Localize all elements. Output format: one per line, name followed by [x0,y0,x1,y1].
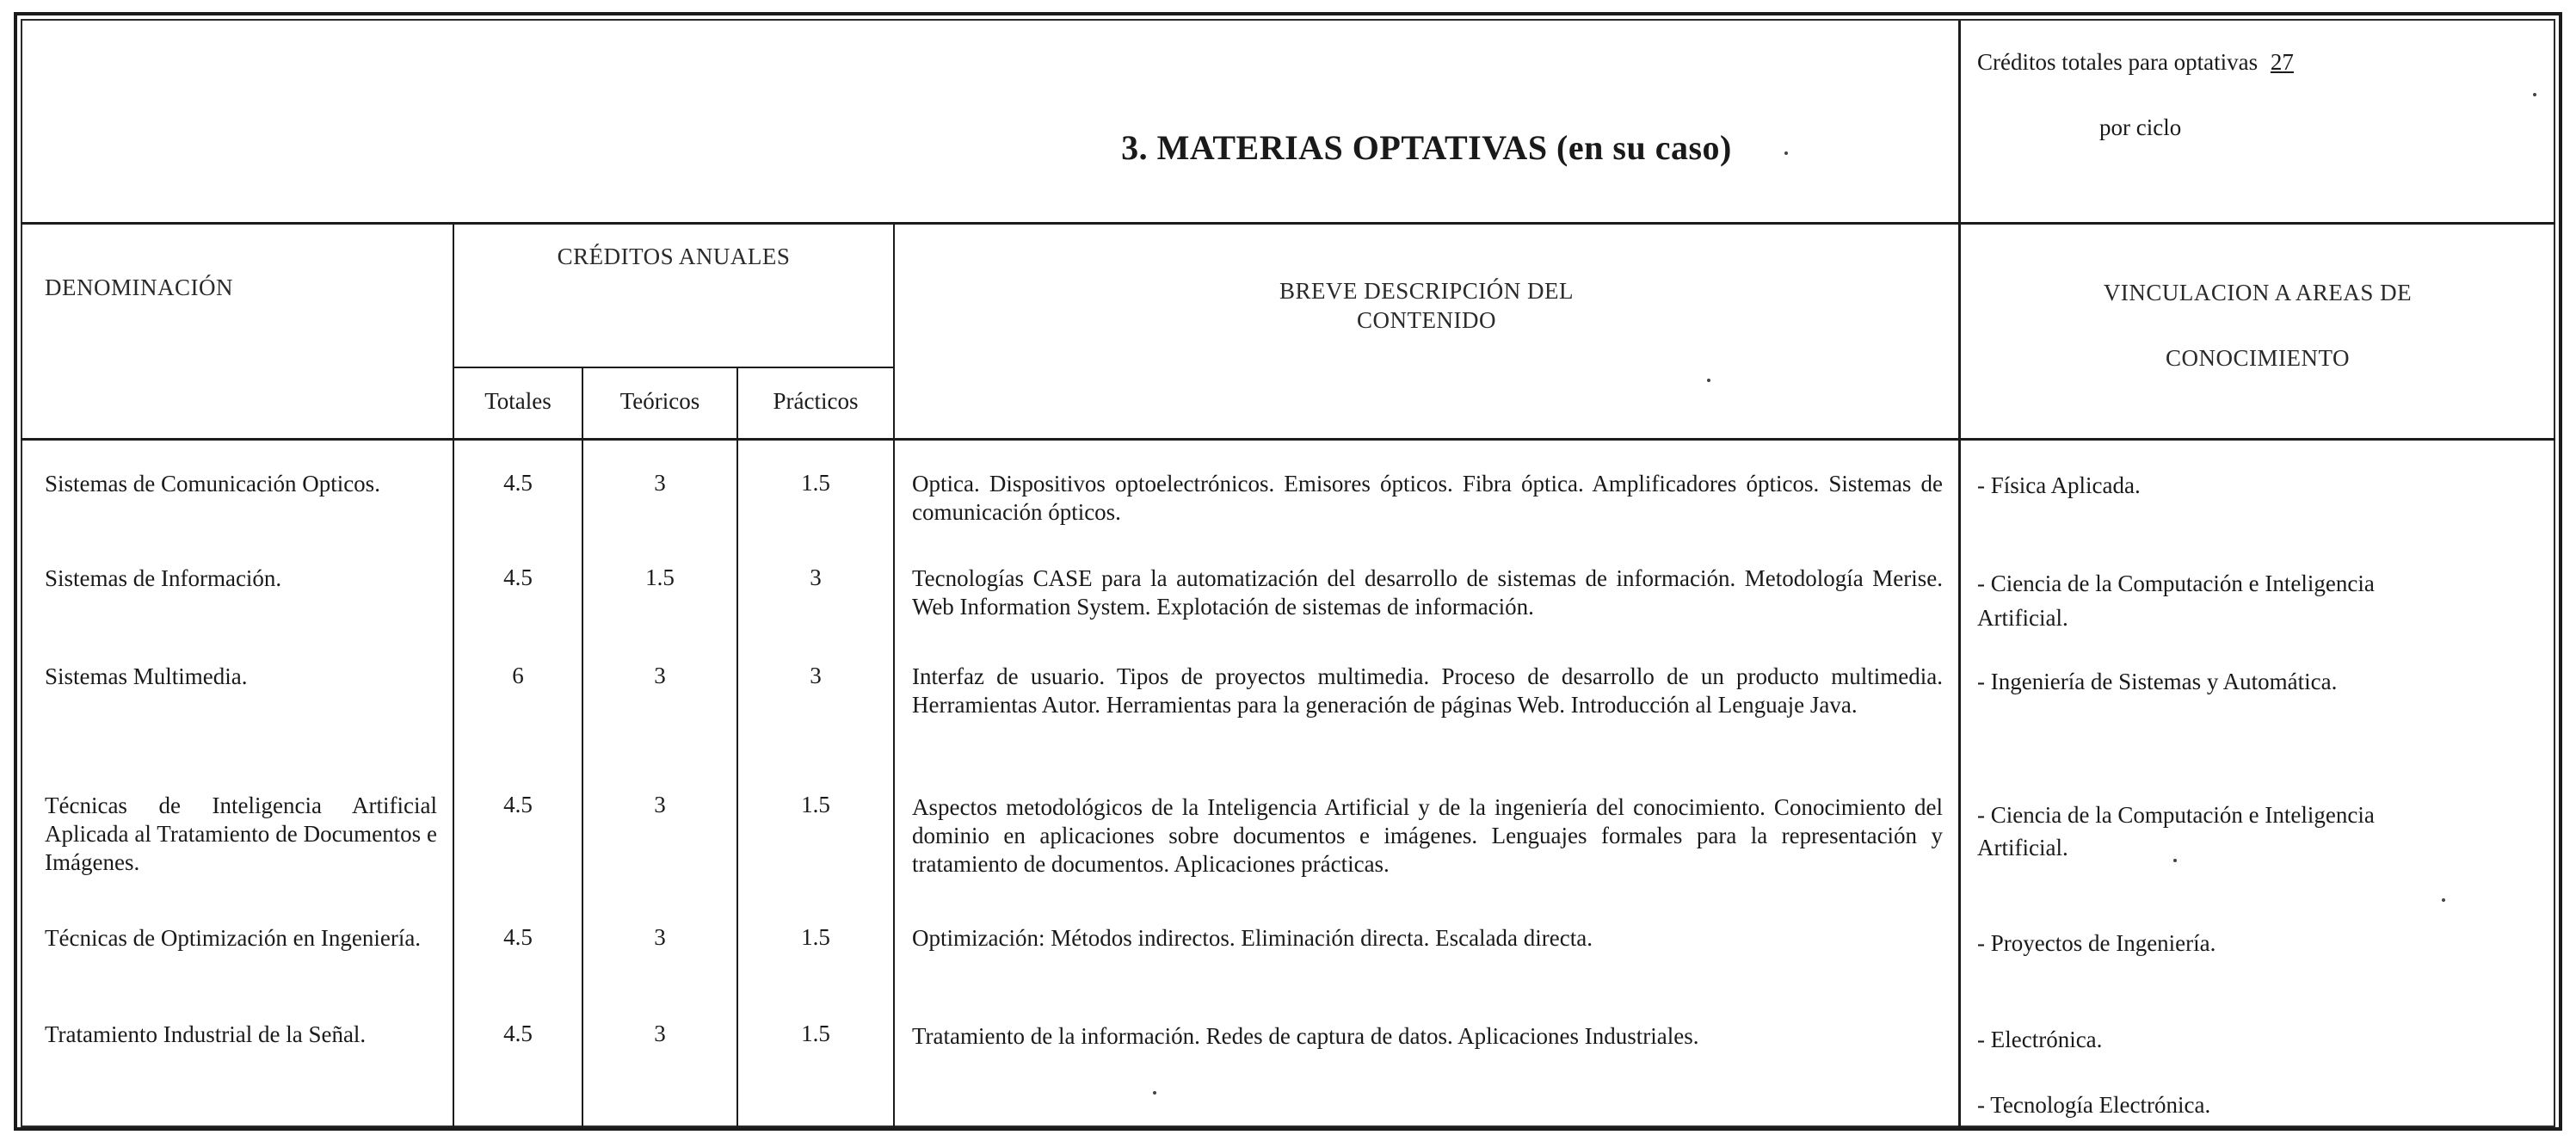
row-1-teoricos: 3 [654,470,666,496]
row-2-description: Tecnologías CASE para la automatización del desarrollo de sistemas de información. Metodología Merise. Web Information System. Explotación de sistemas de información. [912,565,1943,620]
per-cycle-label: por ciclo [2099,114,2182,140]
row-6-teoricos: 3 [654,1021,666,1046]
row-6-practicos: 1.5 [801,1021,830,1046]
row-4-description: Aspectos metodológicos de la Inteligencia Artificial y de la ingeniería del conocimiento. Conocimiento del dominio en aplicaciones sobre documentos e imágenes. Lenguajes formales para la representación y tratamiento de documentos. Aplicaciones prácticas. [912,794,1943,877]
col-header-vinculacion-line1: VINCULACION A AREAS DE [2103,280,2413,305]
credits-subheader-divider [453,367,893,368]
row-4-totales: 4.5 [503,792,533,817]
col-header-teoricos: Teóricos [619,388,700,414]
row-5-practicos: 1.5 [801,924,830,950]
scan-speck [1153,1091,1156,1095]
row-5-teoricos: 3 [654,924,666,950]
scan-speck [2173,859,2177,862]
row-2-totales: 4.5 [503,564,533,590]
scan-speck [2442,898,2445,902]
row-1-totales: 4.5 [503,470,533,496]
row-1-description: Optica. Dispositivos optoelectrónicos. Emisores ópticos. Fibra óptica. Amplificadores ópticos. Sistemas de comunicación ópticos. [912,471,1943,525]
row-2-name: Sistemas de Información. [45,565,282,591]
scan-speck [1707,379,1710,382]
col-divider-description [1958,21,1961,1127]
credits-value: 27 [2270,49,2294,75]
row-3-area: - Ingeniería de Sistemas y Automática. [1977,669,2338,694]
row-3-totales: 6 [512,663,524,688]
row-6-area-2: - Tecnología Electrónica. [1977,1092,2211,1118]
col-header-denominacion: DENOMINACIÓN [45,274,233,300]
row-3-teoricos: 3 [654,663,666,688]
col-header-creditos-anuales: CRÉDITOS ANUALES [557,244,791,269]
col-header-vinculacion-line2: CONOCIMIENTO [2166,345,2350,371]
body-divider [21,438,2555,441]
row-1-name: Sistemas de Comunicación Opticos. [45,471,380,496]
row-3-name: Sistemas Multimedia. [45,663,248,689]
row-1-area: - Física Aplicada. [1977,472,2141,498]
col-header-totales: Totales [484,388,552,414]
header-divider [21,222,2555,225]
row-5-area: - Proyectos de Ingeniería. [1977,930,2216,956]
row-3-description: Interfaz de usuario. Tipos de proyectos multimedia. Proceso de desarrollo de un producto multimedia. Herramientas Autor. Herramientas para la generación de páginas Web. Introducción al Lenguaje Java. [912,663,1943,718]
row-6-name: Tratamiento Industrial de la Señal. [45,1021,367,1047]
row-5-name: Técnicas de Optimización en Ingeniería. [45,925,422,951]
row-6-description: Tratamiento de la información. Redes de captura de datos. Aplicaciones Industriales. [912,1023,1699,1049]
row-4-area: - Ciencia de la Computación e Inteligencia Artificial. [1977,802,2375,860]
row-2-teoricos: 1.5 [645,564,675,590]
row-4-practicos: 1.5 [801,792,830,817]
col-divider-practicos [893,222,895,1127]
row-3-practicos: 3 [810,663,822,688]
col-header-descripcion-line1: BREVE DESCRIPCIÓN DEL [1279,278,1574,304]
page-title: 3. MATERIAS OPTATIVAS (en su caso) [1121,128,1732,167]
row-2-area: - Ciencia de la Computación e Inteligencia Artificial. [1977,570,2375,631]
credits-label: Créditos totales para optativas [1977,49,2259,75]
credits-total-label [1977,48,2294,77]
scan-speck [2533,93,2536,96]
row-1-practicos: 1.5 [801,470,830,496]
row-6-totales: 4.5 [503,1021,533,1046]
scan-speck [1784,151,1788,155]
row-2-practicos: 3 [810,564,822,590]
row-5-totales: 4.5 [503,924,533,950]
row-6-area: - Electrónica. [1977,1027,2103,1052]
row-4-name: Técnicas de Inteligencia Artificial Aplicada al Tratamiento de Documentos e Imágenes. [45,793,437,875]
row-5-description: Optimización: Métodos indirectos. Eliminación directa. Escalada directa. [912,925,1593,951]
col-header-descripcion-line2: CONTENIDO [1357,307,1496,333]
row-4-teoricos: 3 [654,792,666,817]
col-header-practicos: Prácticos [773,388,859,414]
